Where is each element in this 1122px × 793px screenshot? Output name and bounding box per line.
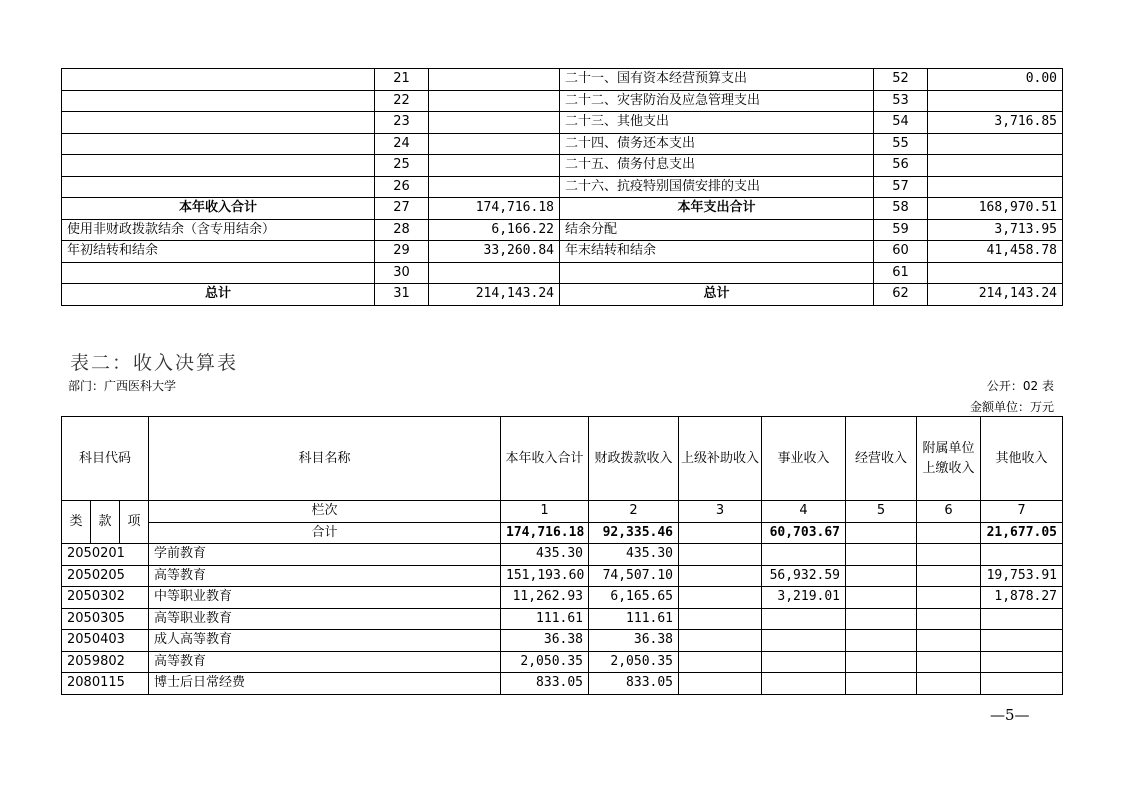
expenditure-item-name: 二十六、抗疫特别国债安排的支出 [560,176,874,198]
expenditure-item-name: 二十四、债务还本支出 [560,133,874,155]
income-value-c3 [679,565,762,587]
income-value-c1: 2,050.35 [501,651,589,673]
expenditure-item-name: 二十三、其他支出 [560,112,874,134]
subject-name: 高等职业教育 [149,608,501,630]
income-value-c2: 36.38 [589,630,679,652]
income-value-c7 [981,651,1063,673]
income-value-c5 [846,544,917,566]
expenditure-amount: 3,713.95 [928,219,1063,241]
income-value-c1: 36.38 [501,630,589,652]
expenditure-item-name: 结余分配 [560,219,874,241]
expenditure-item-name: 二十一、国有资本经营预算支出 [560,69,874,91]
income-value-c6 [917,587,981,609]
summary-table-body [62,69,1063,306]
income-value-c3 [679,608,762,630]
income-value-c7 [981,608,1063,630]
income-value-c7 [981,673,1063,695]
column-number-5: 5 [846,501,917,523]
income-line-number: 22 [375,90,429,112]
income-table-row [62,565,1063,587]
income-line-number: 31 [375,284,429,306]
subject-name: 学前教育 [149,544,501,566]
income-value-c6 [917,651,981,673]
expenditure-amount [928,155,1063,177]
expenditure-line-number: 58 [874,198,928,220]
expenditure-amount: 41,458.78 [928,241,1063,263]
expenditure-item-name: 本年支出合计 [560,198,874,220]
table2-column-number-row [62,501,1063,523]
column-number-1: 1 [501,501,589,523]
expenditure-amount: 3,716.85 [928,112,1063,134]
subject-code: 2080115 [62,673,149,695]
expenditure-amount [928,133,1063,155]
income-line-number: 26 [375,176,429,198]
income-line-number: 27 [375,198,429,220]
summary-table-row [62,198,1063,220]
table2-title: 表二：收入决算表 [70,352,239,374]
expenditure-item-name: 二十五、债务付息支出 [560,155,874,177]
income-value-c4 [762,544,846,566]
income-value-c3 [679,651,762,673]
subject-name: 中等职业教育 [149,587,501,609]
income-item-name: 使用非财政拨款结余（含专用结余） [62,219,375,241]
income-value-c7: 1,878.27 [981,587,1063,609]
income-value-c7: 19,753.91 [981,565,1063,587]
column-number-7: 7 [981,501,1063,523]
income-value-c6 [917,565,981,587]
summary-table-row [62,112,1063,134]
column-number-6: 6 [917,501,981,523]
income-amount: 33,260.84 [429,241,560,263]
income-value-c5 [846,608,917,630]
subject-code: 2050305 [62,608,149,630]
income-value-c5 [846,587,917,609]
summary-table-row [62,262,1063,284]
income-value-c6 [917,608,981,630]
subject-code: 2050302 [62,587,149,609]
expenditure-amount [928,176,1063,198]
income-value-c4 [762,673,846,695]
expenditure-line-number: 52 [874,69,928,91]
total-c5 [846,522,917,544]
income-table-row [62,651,1063,673]
income-line-number: 25 [375,155,429,177]
expenditure-line-number: 56 [874,155,928,177]
income-amount [429,112,560,134]
income-value-c3 [679,673,762,695]
department-label: 部门：广西医科大学 [68,379,177,393]
header-subject-name: 科目名称 [149,417,501,501]
total-label: 合计 [149,522,501,544]
income-value-c6 [917,544,981,566]
income-amount [429,133,560,155]
income-amount: 214,143.24 [429,284,560,306]
income-line-number: 30 [375,262,429,284]
header-kuan: 款 [91,501,120,544]
subject-code: 2050205 [62,565,149,587]
income-value-c1: 11,262.93 [501,587,589,609]
expenditure-line-number: 57 [874,176,928,198]
expenditure-item-name [560,262,874,284]
income-table-row [62,630,1063,652]
expenditure-item-name: 二十二、灾害防治及应急管理支出 [560,90,874,112]
income-value-c5 [846,565,917,587]
table2-total-row [62,522,1063,544]
expenditure-line-number: 54 [874,112,928,134]
header-lei: 类 [62,501,91,544]
column-number-2: 2 [589,501,679,523]
total-c7: 21,677.05 [981,522,1063,544]
income-value-c2: 6,165.65 [589,587,679,609]
expenditure-line-number: 61 [874,262,928,284]
income-item-name [62,69,375,91]
income-item-name: 本年收入合计 [62,198,375,220]
income-value-c3 [679,587,762,609]
subject-name: 博士后日常经费 [149,673,501,695]
income-item-name: 年初结转和结余 [62,241,375,263]
header-fiscal-appropriation: 财政拨款收入 [589,417,679,501]
income-item-name [62,133,375,155]
income-value-c6 [917,673,981,695]
header-total-income: 本年收入合计 [501,417,589,501]
subject-name: 高等教育 [149,565,501,587]
total-c1: 174,716.18 [501,522,589,544]
summary-table-row [62,155,1063,177]
header-xiang: 项 [120,501,149,544]
income-value-c2: 2,050.35 [589,651,679,673]
column-number-4: 4 [762,501,846,523]
expenditure-amount: 168,970.51 [928,198,1063,220]
total-c2: 92,335.46 [589,522,679,544]
summary-table-row [62,133,1063,155]
income-value-c4 [762,651,846,673]
column-number-3: 3 [679,501,762,523]
income-item-name [62,90,375,112]
subject-code: 2050201 [62,544,149,566]
expenditure-amount [928,262,1063,284]
page-number: —5— [990,706,1030,724]
expenditure-line-number: 59 [874,219,928,241]
income-value-c2: 833.05 [589,673,679,695]
summary-table-row [62,219,1063,241]
income-amount [429,176,560,198]
income-amount [429,155,560,177]
subject-name: 高等教育 [149,651,501,673]
income-value-c5 [846,673,917,695]
income-value-c1: 833.05 [501,673,589,695]
income-value-c1: 435.30 [501,544,589,566]
summary-table-row [62,241,1063,263]
summary-table-row [62,69,1063,91]
income-value-c3 [679,544,762,566]
income-value-c2: 435.30 [589,544,679,566]
income-line-number: 29 [375,241,429,263]
income-value-c3 [679,630,762,652]
income-table-row [62,673,1063,695]
expenditure-line-number: 60 [874,241,928,263]
subject-name: 成人高等教育 [149,630,501,652]
income-value-c4 [762,630,846,652]
summary-table-row [62,90,1063,112]
summary-table-row [62,176,1063,198]
total-c3 [679,522,762,544]
income-line-number: 28 [375,219,429,241]
income-final-accounts-table [61,416,1063,695]
income-amount: 6,166.22 [429,219,560,241]
income-expenditure-summary-table [61,68,1063,306]
income-table-row [62,544,1063,566]
income-value-c1: 111.61 [501,608,589,630]
header-superior-subsidy: 上级补助收入 [679,417,762,501]
income-table-row [62,608,1063,630]
header-operating-income: 经营收入 [846,417,917,501]
header-lanci: 栏次 [149,501,501,523]
income-value-c2: 74,507.10 [589,565,679,587]
amount-unit-label: 金额单位：万元 [969,400,1054,414]
income-value-c4 [762,608,846,630]
header-business-income: 事业收入 [762,417,846,501]
header-other-income: 其他收入 [981,417,1063,501]
income-value-c4: 3,219.01 [762,587,846,609]
expenditure-line-number: 55 [874,133,928,155]
income-value-c6 [917,630,981,652]
total-c4: 60,703.67 [762,522,846,544]
income-value-c5 [846,651,917,673]
expenditure-amount [928,90,1063,112]
public-table-number: 公开：02 表 [986,379,1054,393]
income-line-number: 23 [375,112,429,134]
income-value-c1: 151,193.60 [501,565,589,587]
income-line-number: 24 [375,133,429,155]
income-amount [429,69,560,91]
header-subject-code: 科目代码 [62,417,149,501]
income-value-c4: 56,932.59 [762,565,846,587]
income-item-name [62,155,375,177]
expenditure-line-number: 62 [874,284,928,306]
expenditure-item-name: 总计 [560,284,874,306]
income-table-row [62,587,1063,609]
summary-table-row [62,284,1063,306]
header-affiliated-remittance: 附属单位上缴收入 [917,417,981,501]
income-table-body [62,544,1063,695]
income-item-name [62,112,375,134]
income-line-number: 21 [375,69,429,91]
expenditure-item-name: 年末结转和结余 [560,241,874,263]
expenditure-line-number: 53 [874,90,928,112]
income-item-name [62,262,375,284]
income-item-name [62,176,375,198]
subject-code: 2050403 [62,630,149,652]
subject-code: 2059802 [62,651,149,673]
total-c6 [917,522,981,544]
income-value-c2: 111.61 [589,608,679,630]
income-value-c5 [846,630,917,652]
income-amount [429,90,560,112]
income-amount: 174,716.18 [429,198,560,220]
expenditure-amount: 0.00 [928,69,1063,91]
income-amount [429,262,560,284]
table2-header-row [62,417,1063,501]
expenditure-amount: 214,143.24 [928,284,1063,306]
income-value-c7 [981,630,1063,652]
income-value-c7 [981,544,1063,566]
income-item-name: 总计 [62,284,375,306]
